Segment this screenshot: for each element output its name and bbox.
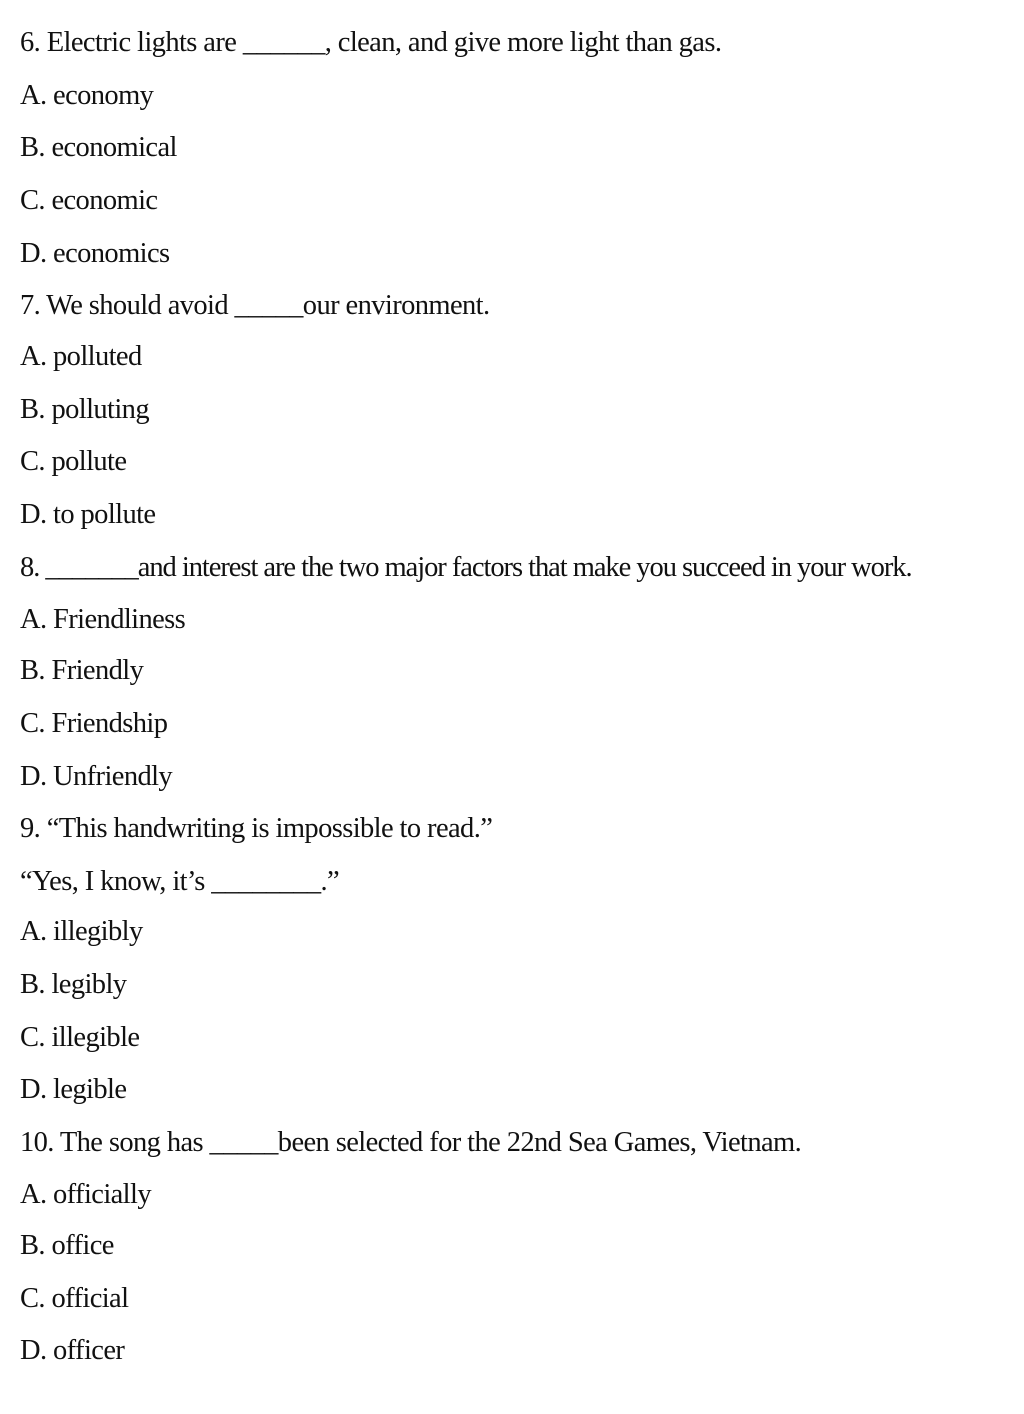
question-6-option-a: A. economy <box>20 80 154 111</box>
question-8-stem: 8. _______and interest are the two major factors that make you succeed in your work. <box>20 552 912 583</box>
question-9-option-d: D. legible <box>20 1074 127 1105</box>
question-8-option-c: C. Friendship <box>20 708 168 739</box>
question-10-option-d: D. officer <box>20 1335 125 1366</box>
question-8-option-d: D. Unfriendly <box>20 761 173 792</box>
question-10-stem: 10. The song has _____been selected for the 22nd Sea Games, Vietnam. <box>20 1127 802 1158</box>
question-6-option-c: C. economic <box>20 185 158 216</box>
question-8-option-b: B. Friendly <box>20 655 144 686</box>
question-7-option-c: C. pollute <box>20 446 127 477</box>
question-8-option-a: A. Friendliness <box>20 604 186 635</box>
question-6-stem: 6. Electric lights are ______, clean, and give more light than gas. <box>20 27 722 58</box>
question-10-option-c: C. official <box>20 1283 129 1314</box>
question-7-stem: 7. We should avoid _____our environment. <box>20 290 490 321</box>
question-10-option-b: B. office <box>20 1230 114 1261</box>
question-7-option-a: A. polluted <box>20 341 142 372</box>
question-7-option-b: B. polluting <box>20 394 149 425</box>
question-9-option-c: C. illegible <box>20 1022 140 1053</box>
question-7-option-d: D. to pollute <box>20 499 156 530</box>
question-9-option-a: A. illegibly <box>20 916 143 947</box>
question-9-stem-reply: “Yes, I know, it’s ________.” <box>20 866 340 897</box>
question-9-option-b: B. legibly <box>20 969 127 1000</box>
question-6-option-d: D. economics <box>20 238 170 269</box>
question-10-option-a: A. officially <box>20 1179 151 1210</box>
question-6-option-b: B. economical <box>20 132 177 163</box>
question-9-stem: 9. “This handwriting is impossible to read.” <box>20 813 493 844</box>
